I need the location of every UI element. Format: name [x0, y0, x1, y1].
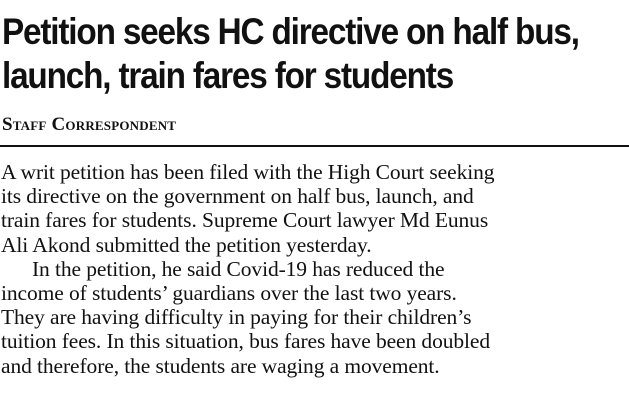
paragraph-2 [1, 257, 627, 378]
headline [2, 10, 579, 98]
paragraph-1 [1, 160, 627, 257]
body-line: They are having difficulty in paying for their children’s [1, 305, 472, 330]
body-line: A writ petition has been filed with the High Court seeking [1, 160, 495, 184]
byline-divider [0, 145, 629, 147]
body-line: tuition fees. In this situation, bus fares have been doubled [1, 329, 490, 354]
body-line: income of students’ guardians over the last two years. [1, 281, 457, 306]
body-line: and therefore, the students are waging a movement. [1, 353, 440, 378]
body-line: its directive on the government on half bus, launch, and [1, 184, 474, 209]
body-line: Ali Akond submitted the petition yesterday. [1, 232, 372, 257]
article-body [1, 160, 627, 378]
body-line: train fares for students. Supreme Court lawyer Md Eunus [1, 208, 489, 233]
byline: Staff Correspondent [2, 114, 177, 135]
headline-line: launch, train fares for students [2, 55, 454, 96]
body-line: In the petition, he said Covid-19 has reduced the [32, 256, 445, 281]
headline-line: Petition seeks HC directive on half bus, [2, 11, 579, 52]
